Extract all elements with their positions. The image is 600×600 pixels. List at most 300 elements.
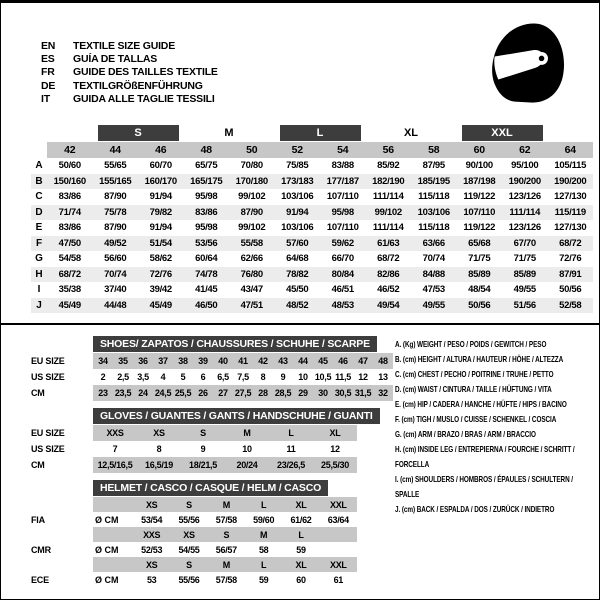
size-value: 51/54 xyxy=(138,236,184,252)
size-value: 59/62 xyxy=(320,236,366,252)
size-value: 43 xyxy=(278,356,288,366)
size-value: 83/88 xyxy=(331,160,354,172)
size-value: 26 xyxy=(198,388,208,398)
size-value: 87/90 xyxy=(104,191,127,203)
size-value: 85/89 xyxy=(502,267,548,283)
title-spacer xyxy=(31,336,93,352)
size-value: 32 xyxy=(378,388,388,398)
size-value: 165/175 xyxy=(184,174,230,190)
size-value: 177/187 xyxy=(320,174,366,190)
helmet-size-header: L xyxy=(261,559,267,570)
unit-spacer xyxy=(93,497,133,512)
size-value: 91/94 xyxy=(149,191,172,203)
size-value: 87/90 xyxy=(229,205,275,221)
unit-label: Ø CM xyxy=(95,514,119,525)
size-group xyxy=(275,123,366,142)
size-value: 75/78 xyxy=(93,205,139,221)
language-list xyxy=(41,40,218,106)
size-column-header: 62 xyxy=(502,142,548,158)
language-code: FR xyxy=(41,66,55,79)
helmet-value-row xyxy=(31,512,393,527)
size-value: 34 xyxy=(98,356,108,366)
language-row xyxy=(41,66,218,79)
row-label: D xyxy=(31,205,47,221)
helmet-size-value xyxy=(320,542,357,557)
size-value: 68/72 xyxy=(548,236,594,252)
helmet-size-header: S xyxy=(186,559,192,570)
size-value: 64/68 xyxy=(286,253,309,265)
size-value: 9 xyxy=(280,372,286,382)
size-value: 46/50 xyxy=(184,298,230,314)
value-band xyxy=(93,385,393,401)
size-value: 46/51 xyxy=(331,284,354,296)
size-value: 123/126 xyxy=(508,222,541,234)
helmet-size-header: M xyxy=(260,529,268,540)
language-code: IT xyxy=(41,92,50,105)
size-value: 103/106 xyxy=(281,191,314,203)
helmet-size-header: L xyxy=(261,499,267,510)
size-value: 187/198 xyxy=(457,174,503,190)
size-value: 12 xyxy=(330,444,340,454)
size-value: 47/51 xyxy=(229,298,275,314)
legend-item: D. (cm) WAIST / CINTURA / TAILLE / HÜFTUNG / VITA xyxy=(395,384,552,394)
legend-item: E. (cm) HIP / CADERA / HANCHE / HÜFTE / HIPS / BACINO xyxy=(395,399,567,409)
size-column-header: 60 xyxy=(457,142,503,158)
size-value: 28,5 xyxy=(274,388,292,398)
size-value: 95/100 xyxy=(511,160,539,172)
size-value: 76/80 xyxy=(229,267,275,283)
size-group-label: XXL xyxy=(462,125,543,141)
size-value: 70/74 xyxy=(422,253,445,265)
size-group-label: M xyxy=(224,126,234,139)
value-band xyxy=(93,369,393,385)
size-value: 103/106 xyxy=(411,205,457,221)
size-value: 155/165 xyxy=(93,174,139,190)
helmet-size-value: 61/62 xyxy=(290,514,312,525)
helmet-size-header: M xyxy=(222,499,230,510)
size-value: 65/75 xyxy=(195,160,218,172)
size-value: 111/114 xyxy=(372,191,404,203)
value-band xyxy=(93,557,357,572)
table-row xyxy=(31,425,393,441)
language-title: GUIDE DES TAILLES TEXTILE xyxy=(73,66,218,79)
size-value: 24,5 xyxy=(154,388,172,398)
row-label: G xyxy=(35,253,43,265)
legend-item: H. (cm) INSIDE LEG / ENTREPIERNA / FOURCHE / SCHRITT / FORCELLA xyxy=(395,444,575,469)
size-value: 7,5 xyxy=(237,372,249,382)
size-value: 82/86 xyxy=(366,267,412,283)
size-value: 11 xyxy=(286,444,296,454)
size-value: 37/40 xyxy=(104,284,127,296)
unit-spacer xyxy=(93,527,133,542)
size-value: 5 xyxy=(180,372,186,382)
size-value: 123/126 xyxy=(508,191,541,203)
size-value: 49/52 xyxy=(93,236,139,252)
helmet-value-row xyxy=(31,572,393,587)
size-value: 24 xyxy=(138,388,148,398)
language-code: EN xyxy=(41,40,56,52)
row-label: CM xyxy=(31,388,45,398)
size-value: 119/122 xyxy=(463,222,496,234)
language-title: TEXTILGRÖßENFÜHRUNG xyxy=(73,79,203,92)
helmet-size-value: 59 xyxy=(296,544,306,555)
size-value: 27 xyxy=(218,388,228,398)
size-value: 46 xyxy=(338,356,348,366)
size-value: XS xyxy=(153,428,165,438)
size-column-header: 44 xyxy=(93,142,139,158)
racing-helmet-icon xyxy=(479,17,571,109)
gloves-table xyxy=(31,408,393,473)
helmet-size-value: 56/57 xyxy=(215,544,237,555)
size-value: 70/74 xyxy=(93,267,139,283)
row-label: US SIZE xyxy=(31,444,65,454)
size-value: 47/50 xyxy=(47,236,93,252)
language-title: GUIDA ALLE TAGLIE TESSILI xyxy=(73,92,215,105)
size-column-header: 42 xyxy=(47,142,93,158)
value-band xyxy=(93,572,357,587)
size-value: 10,5 xyxy=(314,372,332,382)
language-row xyxy=(41,53,218,66)
size-column-header: 52 xyxy=(275,142,321,158)
main-size-table xyxy=(31,123,593,313)
size-value: 150/160 xyxy=(47,174,93,190)
size-value: 190/200 xyxy=(502,174,548,190)
size-value: 65/68 xyxy=(457,236,503,252)
size-value: 23,5 xyxy=(114,388,132,398)
size-value: 95/98 xyxy=(195,191,218,203)
size-value: 111/114 xyxy=(372,222,404,234)
size-value: 25,5/30 xyxy=(321,460,349,470)
size-value: 35/38 xyxy=(58,284,81,296)
size-value: 115/118 xyxy=(418,191,450,203)
row-label: US SIZE xyxy=(31,372,65,382)
size-value: 99/102 xyxy=(238,191,266,203)
size-value: 85/89 xyxy=(457,267,503,283)
size-value: 48 xyxy=(378,356,388,366)
shoes-table-title: SHOES/ ZAPATOS / CHAUSSURES / SCHUHE / SCARPE xyxy=(93,336,377,352)
size-value: 23/26,5 xyxy=(277,460,305,470)
helmet-table xyxy=(31,480,393,587)
size-group xyxy=(184,123,275,142)
value-band xyxy=(93,441,357,457)
size-value: 182/190 xyxy=(366,174,412,190)
row-label: F xyxy=(31,236,47,252)
size-value: 95/98 xyxy=(195,222,218,234)
size-value: 48/52 xyxy=(275,298,321,314)
unit-spacer xyxy=(93,557,133,572)
size-value: 160/170 xyxy=(138,174,184,190)
legend-item: A. (Kg) WEIGHT / PESO / POIDS / GEWITCH / PESO xyxy=(395,339,547,349)
row-label: E xyxy=(35,222,43,234)
title-spacer xyxy=(31,480,93,496)
size-value: 79/82 xyxy=(138,205,184,221)
row-label-spacer xyxy=(31,527,93,542)
row-label: EU SIZE xyxy=(31,356,65,366)
helmet-size-header: XS xyxy=(145,499,158,510)
size-value: 39 xyxy=(198,356,208,366)
helmet-size-header: L xyxy=(298,529,304,540)
accessory-tables xyxy=(31,336,393,587)
size-value: 71/74 xyxy=(47,205,93,221)
size-value: 85/92 xyxy=(377,160,400,172)
table-row xyxy=(31,457,393,473)
size-value: 12 xyxy=(358,372,368,382)
size-value: 43/47 xyxy=(240,284,263,296)
helmet-size-header: XXL xyxy=(330,499,347,510)
size-value: 42 xyxy=(258,356,268,366)
size-group xyxy=(93,123,184,142)
helmet-size-header: XL xyxy=(295,499,307,510)
standard-label: ECE xyxy=(31,574,49,585)
size-value: 53/56 xyxy=(184,236,230,252)
size-group xyxy=(366,123,457,142)
size-value: 84/88 xyxy=(411,267,457,283)
size-value: 49/54 xyxy=(366,298,412,314)
size-value: 71/75 xyxy=(513,253,536,265)
legend-item: C. (cm) CHEST / PECHO / POITRINE / TRUHE / PETTO xyxy=(395,369,554,379)
size-value: 119/122 xyxy=(463,191,496,203)
helmet-size-header: XXS xyxy=(143,529,161,540)
size-value: 55/58 xyxy=(229,236,275,252)
size-column-header: 54 xyxy=(320,142,366,158)
helmet-size-value: 55/56 xyxy=(178,574,200,585)
row-label-spacer xyxy=(31,557,93,572)
size-group-label: S xyxy=(98,125,179,141)
helmet-size-row xyxy=(31,557,393,572)
size-group xyxy=(457,123,548,142)
size-value: 80/84 xyxy=(320,267,366,283)
size-value: 30 xyxy=(318,388,328,398)
helmet-table-title: HELMET / CASCO / CASQUE / HELM / CASCO xyxy=(93,480,328,496)
size-value: 95/98 xyxy=(320,205,366,221)
size-value: 55/65 xyxy=(104,160,127,172)
helmet-size-header: XS xyxy=(145,559,158,570)
size-value: 103/106 xyxy=(281,222,314,234)
helmet-size-value: 60 xyxy=(296,574,306,585)
size-value: 44 xyxy=(298,356,308,366)
size-value: L xyxy=(288,428,294,438)
size-value: 185/195 xyxy=(411,174,457,190)
size-value: 66/70 xyxy=(331,253,354,265)
size-value: 31,5 xyxy=(354,388,372,398)
size-value: 115/119 xyxy=(548,205,594,221)
language-code: DE xyxy=(41,79,56,92)
helmet-size-value: 57/58 xyxy=(215,574,237,585)
size-value: 29 xyxy=(298,388,308,398)
size-value: XL xyxy=(329,428,341,438)
size-value: 2 xyxy=(100,372,106,382)
value-band xyxy=(93,527,357,542)
size-value: 27,5 xyxy=(234,388,252,398)
size-value: 91/94 xyxy=(149,222,172,234)
row-label: CM xyxy=(31,460,45,470)
size-value: 70/80 xyxy=(240,160,263,172)
size-value: 38 xyxy=(178,356,188,366)
language-row xyxy=(41,80,218,93)
size-value: 107/110 xyxy=(457,205,503,221)
size-value: 54/58 xyxy=(58,253,81,265)
size-value: XXS xyxy=(106,428,124,438)
helmet-size-header xyxy=(320,527,357,542)
size-value: 58/62 xyxy=(149,253,172,265)
size-value: 83/86 xyxy=(184,205,230,221)
unit-label: Ø CM xyxy=(95,544,119,555)
size-value: 48/53 xyxy=(320,298,366,314)
helmet-size-header: XXL xyxy=(330,559,347,570)
helmet-size-value: 59/60 xyxy=(253,514,275,525)
measurement-legend xyxy=(395,337,598,517)
size-value: 45 xyxy=(318,356,328,366)
value-band xyxy=(93,542,357,557)
size-group-label: XL xyxy=(403,126,419,139)
size-column-header: 58 xyxy=(411,142,457,158)
size-value: 51/56 xyxy=(502,298,548,314)
title-spacer xyxy=(31,408,93,424)
table-title-row xyxy=(31,336,393,352)
language-title: TEXTILE SIZE GUIDE xyxy=(73,40,175,52)
row-label: J xyxy=(31,298,47,314)
helmet-size-value: 52/53 xyxy=(141,544,163,555)
size-value: 36 xyxy=(138,356,148,366)
helmet-size-header: S xyxy=(186,499,192,510)
size-value: 91/94 xyxy=(275,205,321,221)
table-row xyxy=(31,353,393,369)
size-value: 107/110 xyxy=(326,191,359,203)
size-value: 45/50 xyxy=(286,284,309,296)
size-value: 83/86 xyxy=(58,222,81,234)
size-value: 72/76 xyxy=(559,253,582,265)
size-value: 44/48 xyxy=(93,298,139,314)
helmet-size-header: XS xyxy=(183,529,195,540)
shoes-table xyxy=(31,336,393,401)
size-value: 40 xyxy=(218,356,228,366)
size-value: 12,5/16,5 xyxy=(97,460,133,470)
size-value: 63/66 xyxy=(411,236,457,252)
size-value: 16,5/19 xyxy=(145,460,173,470)
table-row xyxy=(31,441,393,457)
legend-item: G. (cm) ARM / BRAZO / BRAS / ARM / BRACCIO xyxy=(395,429,536,439)
helmet-size-row xyxy=(31,497,393,512)
size-value: 10 xyxy=(298,372,308,382)
size-column-header: 46 xyxy=(138,142,184,158)
legend-item: F. (cm) TIGH / MUSLO / CUISSE / SCHENKEL / COSCIA xyxy=(395,414,557,424)
size-value: 61/63 xyxy=(366,236,412,252)
size-value: M xyxy=(243,428,251,438)
size-column-header: 56 xyxy=(366,142,412,158)
helmet-size-value: 61 xyxy=(333,574,344,585)
size-value: 2,5 xyxy=(117,372,129,382)
size-value: 87/91 xyxy=(548,267,594,283)
size-value: 49/55 xyxy=(411,298,457,314)
helmet-size-value: 58 xyxy=(258,544,269,555)
value-band xyxy=(93,353,393,369)
row-label: B xyxy=(31,174,47,190)
size-value: 35 xyxy=(118,356,128,366)
legend-item: J. (cm) BACK / ESPALDA / DOS / ZURÜCK / INDIETRO xyxy=(395,504,555,514)
language-code: ES xyxy=(41,53,55,66)
helmet-size-header: S xyxy=(223,529,230,540)
row-label: A xyxy=(35,160,43,172)
size-column-header: 50 xyxy=(229,142,275,158)
helmet-size-value: 59 xyxy=(258,574,269,585)
size-value: 68/72 xyxy=(47,267,93,283)
size-value: 13 xyxy=(378,372,388,382)
size-value: 99/102 xyxy=(238,222,266,234)
size-value: 41/45 xyxy=(195,284,218,296)
row-label: I xyxy=(37,284,41,296)
language-row xyxy=(41,93,218,106)
size-value: 83/86 xyxy=(58,191,81,203)
language-title: GUÍA DE TALLAS xyxy=(73,53,158,66)
table-title-row xyxy=(31,408,393,424)
size-value: 45/49 xyxy=(47,298,93,314)
size-value: 28 xyxy=(258,388,268,398)
value-band xyxy=(93,512,357,527)
size-value: 173/183 xyxy=(275,174,321,190)
size-value: 6 xyxy=(200,372,206,382)
size-value: 23 xyxy=(98,388,108,398)
gloves-table-title: GLOVES / GUANTES / GANTS / HANDSCHUHE / GUANTI xyxy=(93,408,380,424)
size-value: 8 xyxy=(156,444,162,454)
size-value: 71/75 xyxy=(468,253,491,265)
group-spacer xyxy=(548,123,594,142)
size-value: 4 xyxy=(160,372,166,382)
size-value: 47/53 xyxy=(422,284,445,296)
size-value: 30,5 xyxy=(334,388,352,398)
size-value: 60/64 xyxy=(195,253,218,265)
size-value: 50/56 xyxy=(457,298,503,314)
size-value: 68/72 xyxy=(377,253,400,265)
size-value: 190/200 xyxy=(548,174,594,190)
standard-label: FIA xyxy=(31,514,45,525)
row-label: EU SIZE xyxy=(31,428,65,438)
value-band xyxy=(93,497,357,512)
helmet-value-row xyxy=(31,542,393,557)
size-value: 37 xyxy=(158,356,168,366)
size-value: 11,5 xyxy=(335,372,351,382)
size-value: 105/115 xyxy=(554,160,587,172)
helmet-size-value: 57/58 xyxy=(215,514,237,525)
standard-label: CMR xyxy=(31,544,51,555)
size-value: 3,5 xyxy=(137,372,149,382)
size-value: 74/78 xyxy=(184,267,230,283)
size-value: 48/54 xyxy=(468,284,491,296)
size-value: 90/100 xyxy=(465,160,493,172)
size-value: 56/60 xyxy=(104,253,127,265)
helmet-size-value: 53 xyxy=(146,574,157,585)
legend-item: I. (cm) SHOULDERS / HOMBROS / ÉPAULES / SCHULTERN / SPALLE xyxy=(395,474,573,499)
size-value: 49/55 xyxy=(513,284,536,296)
size-value: 25,5 xyxy=(174,388,192,398)
size-value: 127/130 xyxy=(554,222,587,234)
size-value: 47 xyxy=(358,356,368,366)
helmet-size-row xyxy=(31,527,393,542)
table-title-row xyxy=(31,480,393,496)
size-value: 50/56 xyxy=(559,284,582,296)
size-value: 107/110 xyxy=(326,222,359,234)
size-value: 62/66 xyxy=(240,253,263,265)
size-column-header: 64 xyxy=(548,142,594,158)
value-band xyxy=(93,425,357,441)
row-label: H xyxy=(31,267,47,283)
size-value: 8 xyxy=(260,372,266,382)
language-row xyxy=(41,40,218,53)
helmet-size-header: M xyxy=(222,559,230,570)
size-value: 78/82 xyxy=(275,267,321,283)
size-value: 39/42 xyxy=(149,284,172,296)
size-value: 87/90 xyxy=(104,222,127,234)
table-row xyxy=(31,385,393,401)
